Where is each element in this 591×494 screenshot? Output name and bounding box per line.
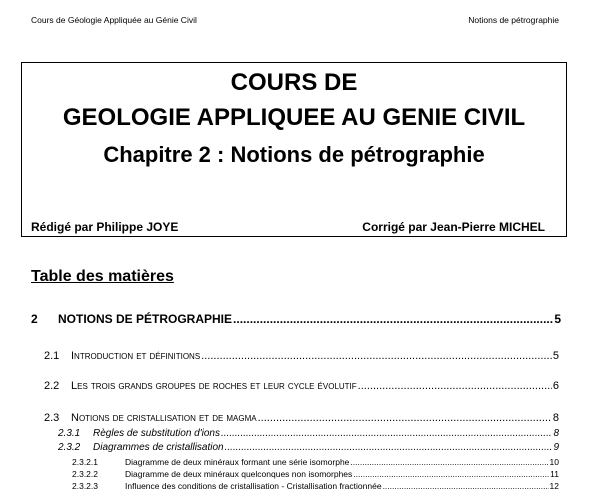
toc-entry-number: 2.3 <box>44 412 60 424</box>
toc-entry[interactable] <box>72 469 559 479</box>
toc-entry-page: 8 <box>552 412 559 424</box>
toc-entry-label: NOTIONS DE PÉTROGRAPHIE <box>58 312 233 326</box>
toc-entry-number: 2.1 <box>44 350 60 362</box>
toc-entry-number: 2 <box>31 312 38 326</box>
toc-entry-label: Introduction et définitions <box>71 350 201 362</box>
toc-title: Table des matières <box>31 268 174 285</box>
running-header-left: Cours de Géologie Appliquée au Génie Civil <box>31 15 197 25</box>
toc-entry[interactable] <box>72 481 559 491</box>
toc-leader-dots <box>233 312 553 326</box>
toc-entry-label: Diagrammes de cristallisation <box>93 442 224 453</box>
toc-entry-number: 2.3.1 <box>58 428 81 439</box>
toc-entry[interactable] <box>44 350 559 362</box>
toc-entry[interactable] <box>44 380 559 392</box>
toc-leader-dots <box>258 412 552 424</box>
toc-entry-label: Notions de cristallisation et de magma <box>71 412 257 424</box>
toc-entry[interactable] <box>72 457 559 467</box>
toc-entry-page: 5 <box>554 312 561 326</box>
toc-entry-page: 6 <box>552 380 559 392</box>
toc-leader-dots <box>353 469 549 479</box>
toc-entry-label: Influence des conditions de cristallisation - Cristallisation fractionnée <box>125 481 382 491</box>
running-header-right: Notions de pétrographie <box>468 15 559 25</box>
toc-entry-page: 9 <box>553 442 559 453</box>
toc-entry-number: 2.3.2.1 <box>72 457 98 467</box>
corrected-by: Corrigé par Jean-Pierre MICHEL <box>362 220 545 234</box>
toc-entry-page: 11 <box>550 469 559 479</box>
toc-entry-number: 2.3.2.2 <box>72 469 98 479</box>
written-by: Rédigé par Philippe JOYE <box>31 220 179 234</box>
toc-entry-number: 2.2 <box>44 380 60 392</box>
toc-entry[interactable] <box>58 442 559 453</box>
course-title-line1: COURS DE <box>230 69 358 96</box>
toc-entry-label: Diagramme de deux minéraux quelconques non isomorphes <box>125 469 353 479</box>
toc-leader-dots <box>383 481 549 491</box>
toc-entry-page: 5 <box>552 350 559 362</box>
toc-entry-number: 2.3.2.3 <box>72 481 98 491</box>
toc-entry-page: 10 <box>549 457 559 467</box>
toc-entry[interactable] <box>44 412 559 424</box>
course-title-line2: GEOLOGIE APPLIQUEE AU GENIE CIVIL <box>62 104 526 131</box>
toc-leader-dots <box>221 428 552 439</box>
toc-entry-label: Règles de substitution d'ions <box>93 428 220 439</box>
toc-entry[interactable] <box>31 312 561 326</box>
toc-entry-number: 2.3.2 <box>58 442 81 453</box>
toc-leader-dots <box>225 442 553 453</box>
toc-entry-label: Les trois grands groupes de roches et leur cycle évolutif <box>71 380 357 392</box>
toc-entry-page: 8 <box>553 428 559 439</box>
toc-entry[interactable] <box>58 428 559 439</box>
toc-leader-dots <box>350 457 548 467</box>
toc-leader-dots <box>358 380 552 392</box>
toc-leader-dots <box>201 350 552 362</box>
title-box <box>21 62 567 237</box>
chapter-title: Chapitre 2 : Notions de pétrographie <box>103 142 485 167</box>
toc-entry-page: 12 <box>549 481 559 491</box>
toc-entry-label: Diagramme de deux minéraux formant une série isomorphe <box>125 457 350 467</box>
